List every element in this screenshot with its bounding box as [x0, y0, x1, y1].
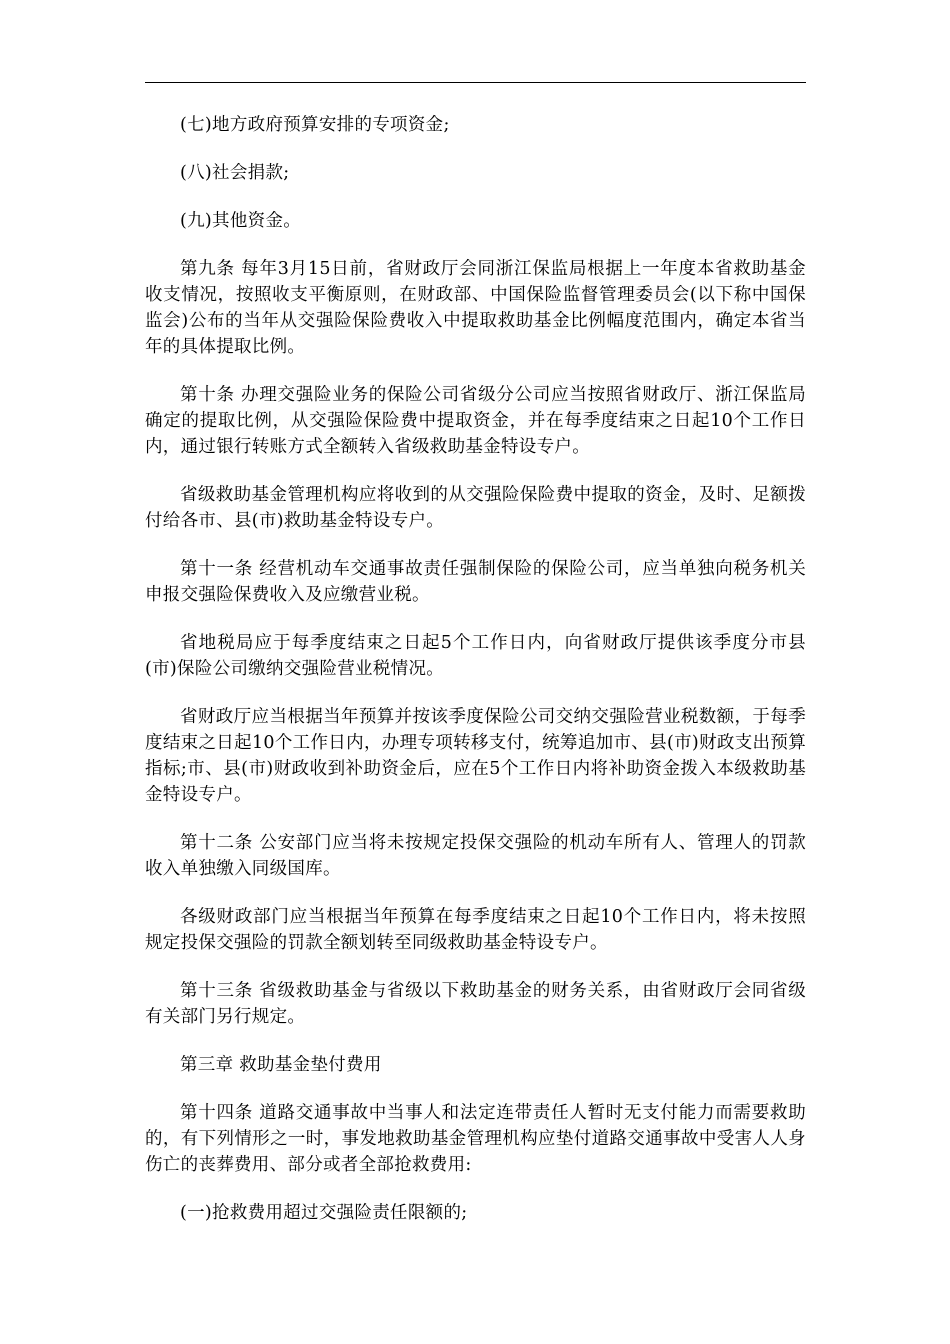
paragraph-article-10-cont: 省级救助基金管理机构应将收到的从交强险保险费中提取的资金，及时、足额拨付给各市、县(市)救助基金特设专户。	[145, 485, 806, 531]
paragraph-article-10: 第十条 办理交强险业务的保险公司省级分公司应当按照省财政厅、浙江保监局确定的提取比例，从交强险保险费中提取资金，并在每季度结束之日起10个工作日内，通过银行转账方式全额转入省级救助基金特设专户。	[145, 385, 806, 457]
paragraph-article-12-cont: 各级财政部门应当根据当年预算在每季度结束之日起10个工作日内，将未按照规定投保交强险的罚款全额划转至同级救助基金特设专户。	[145, 907, 806, 953]
paragraph-article-11-cont-2: 省财政厅应当根据当年预算并按该季度保险公司交纳交强险营业税数额，于每季度结束之日起10个工作日内，办理专项转移支付，统筹追加市、县(市)财政支出预算指标;市、县(市)财政收到补助资金后，应在5个工作日内将补助资金拨入本级救助基金特设专户。	[145, 707, 806, 805]
chapter-heading: 第三章 救助基金垫付费用	[180, 1055, 382, 1075]
paragraph-item-7: (七)地方政府预算安排的专项资金;	[180, 115, 450, 135]
paragraph-item-8: (八)社会捐款;	[180, 163, 290, 183]
paragraph-article-12: 第十二条 公安部门应当将未按规定投保交强险的机动车所有人、管理人的罚款收入单独缴入同级国库。	[145, 833, 806, 879]
document-body	[145, 112, 806, 1248]
paragraph-article-11: 第十一条 经营机动车交通事故责任强制保险的保险公司，应当单独向税务机关申报交强险保费收入及应缴营业税。	[145, 559, 806, 605]
paragraph-article-13: 第十三条 省级救助基金与省级以下救助基金的财务关系，由省财政厅会同省级有关部门另行规定。	[145, 981, 806, 1027]
paragraph-item-1: (一)抢救费用超过交强险责任限额的;	[180, 1203, 468, 1223]
paragraph-article-9: 第九条 每年3月15日前，省财政厅会同浙江保监局根据上一年度本省救助基金收支情况，按照收支平衡原则，在财政部、中国保险监督管理委员会(以下称中国保监会)公布的当年从交强险保险费收入中提取救助基金比例幅度范围内，确定本省当年的具体提取比例。	[145, 259, 806, 357]
paragraph-article-14: 第十四条 道路交通事故中当事人和法定连带责任人暂时无支付能力而需要救助的，有下列情形之一时，事发地救助基金管理机构应垫付道路交通事故中受害人人身伤亡的丧葬费用、部分或者全部抢救费用:	[145, 1103, 806, 1175]
paragraph-item-9: (九)其他资金。	[180, 211, 302, 231]
paragraph-article-11-cont-1: 省地税局应于每季度结束之日起5个工作日内，向省财政厅提供该季度分市县(市)保险公司缴纳交强险营业税情况。	[145, 633, 806, 679]
header-rule	[145, 82, 806, 83]
